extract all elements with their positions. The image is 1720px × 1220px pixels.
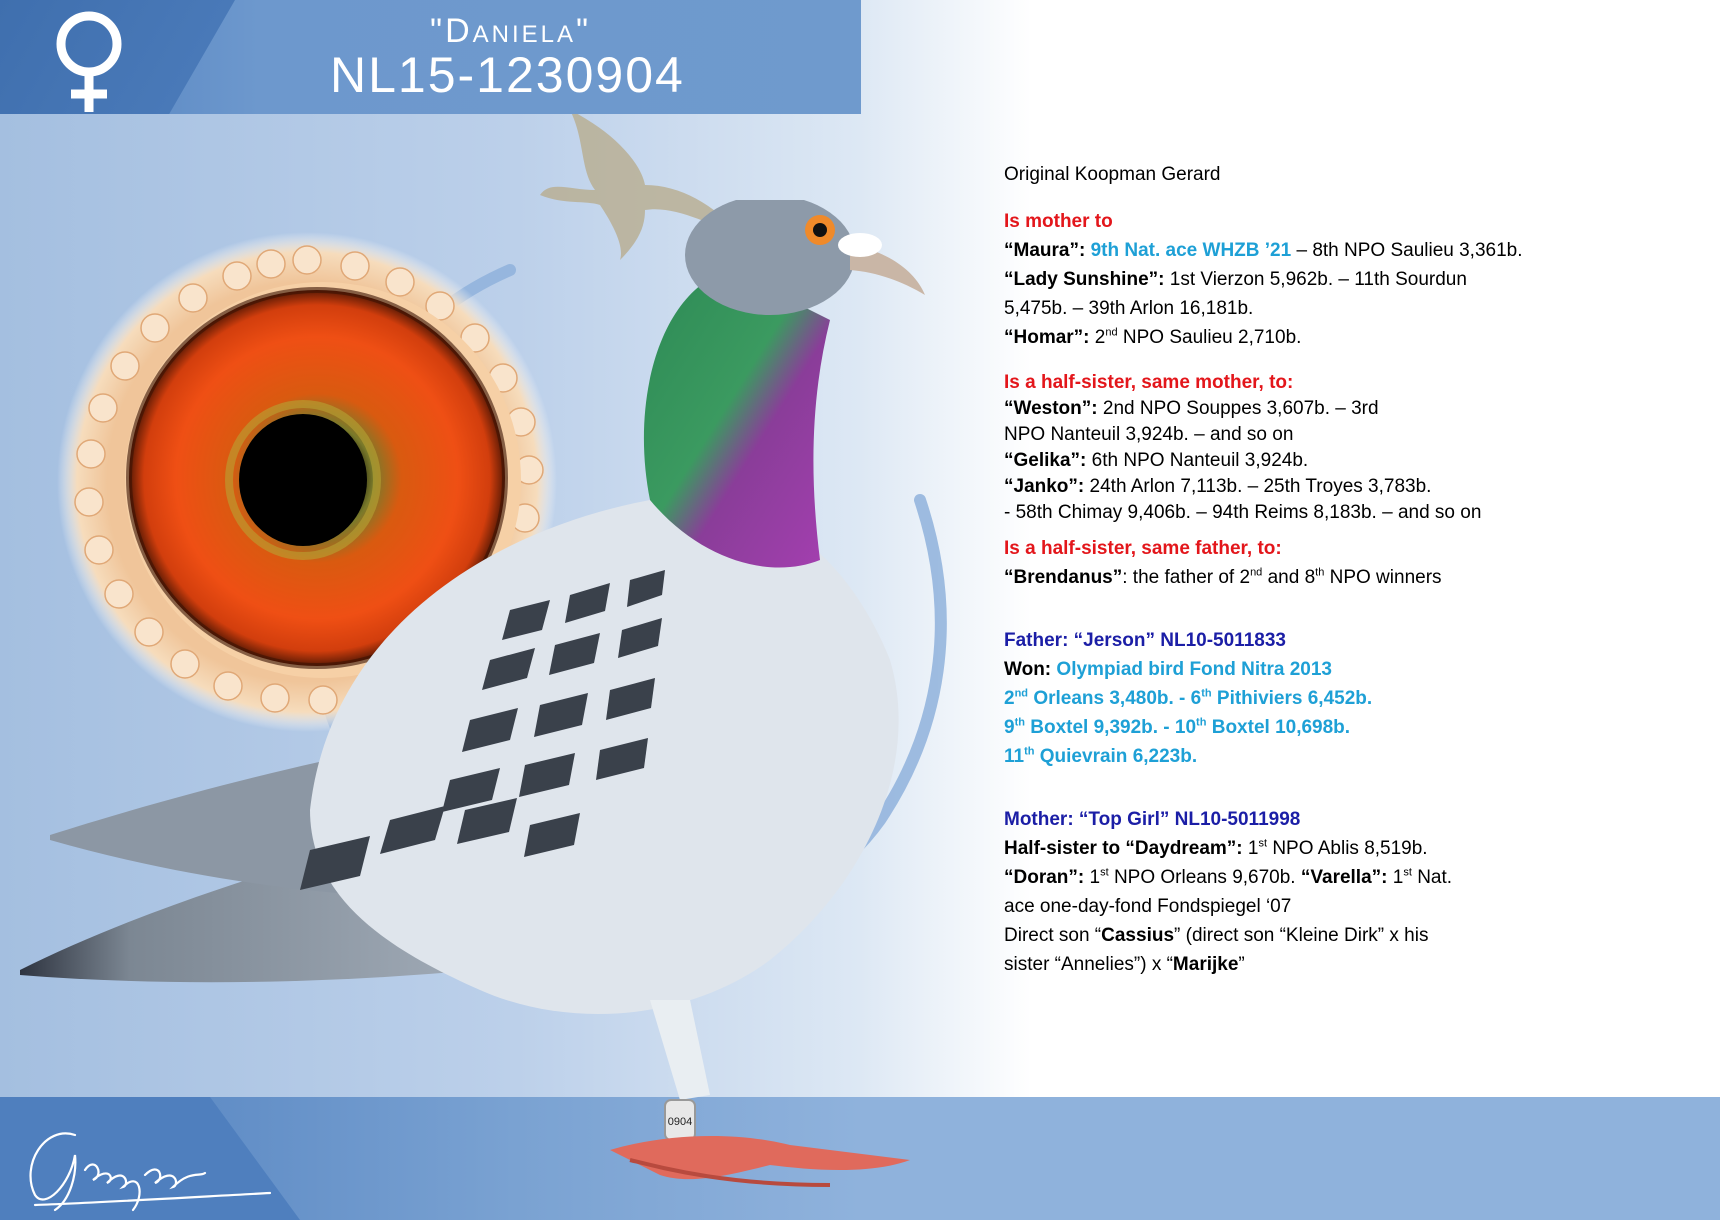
brendanus-line: “Brendanus”: the father of 2nd and 8th NPO winners bbox=[1004, 566, 1442, 588]
half-sister-mother-heading: Is a half-sister, same mother, to: bbox=[1004, 372, 1294, 393]
lady-sunshine-line-2: 5,475b. – 39th Arlon 16,181b. bbox=[1004, 298, 1254, 319]
father-won-line: Won: Olympiad bird Fond Nitra 2013 bbox=[1004, 659, 1332, 680]
maura-line: “Maura”: 9th Nat. ace WHZB ’21 – 8th NPO Saulieu 3,361b. bbox=[1004, 240, 1523, 261]
leg-band-text: 0904 bbox=[667, 1116, 693, 1128]
lady-sunshine-line: “Lady Sunshine”: 1st Vierzon 5,962b. – 11th Sourdun bbox=[1004, 269, 1467, 290]
marijke-line: sister “Annelies”) x “Marijke” bbox=[1004, 954, 1245, 975]
pigeon-name: "Daniela" bbox=[430, 12, 592, 50]
pigeon-image bbox=[10, 200, 970, 1200]
ring-number: NL15-1230904 bbox=[330, 47, 685, 103]
doran-varella-line: “Doran”: 1st NPO Orleans 9,670b. “Varella”: 1st Nat. bbox=[1004, 866, 1453, 888]
half-sister-father-heading: Is a half-sister, same father, to: bbox=[1004, 538, 1282, 559]
mother-half-sister-line: Half-sister to “Daydream”: 1st NPO Ablis 8,519b. bbox=[1004, 837, 1428, 859]
janko-line: “Janko”: 24th Arlon 7,113b. – 25th Troyes 3,783b. bbox=[1004, 476, 1432, 497]
homar-line: “Homar”: 2nd NPO Saulieu 2,710b. bbox=[1004, 326, 1302, 348]
father-result-1: 2nd Orleans 3,480b. - 6th Pithiviers 6,452b. bbox=[1004, 687, 1373, 709]
mother-heading: Mother: “Top Girl” NL10-5011998 bbox=[1004, 809, 1301, 830]
weston-line: “Weston”: 2nd NPO Souppes 3,607b. – 3rd bbox=[1004, 398, 1379, 419]
gelika-line: “Gelika”: 6th NPO Nanteuil 3,924b. bbox=[1004, 450, 1309, 471]
female-symbol-icon bbox=[44, 8, 134, 112]
mother-to-heading: Is mother to bbox=[1004, 211, 1113, 232]
weston-line-2: NPO Nanteuil 3,924b. – and so on bbox=[1004, 424, 1294, 445]
janko-line-2: - 58th Chimay 9,406b. – 94th Reims 8,183b. – and so on bbox=[1004, 502, 1482, 523]
fondspiegel-line: ace one-day-fond Fondspiegel ‘07 bbox=[1004, 896, 1292, 917]
pedigree-info-panel bbox=[1004, 160, 1704, 979]
origin-line: Original Koopman Gerard bbox=[1004, 164, 1221, 185]
father-result-2: 9th Boxtel 9,392b. - 10th Boxtel 10,698b. bbox=[1004, 716, 1351, 738]
cassius-line: Direct son “Cassius” (direct son “Kleine Dirk” x his bbox=[1004, 925, 1429, 946]
father-heading: Father: “Jerson” NL10-5011833 bbox=[1004, 630, 1286, 651]
father-result-3: 11th Quievrain 6,223b. bbox=[1004, 745, 1198, 767]
